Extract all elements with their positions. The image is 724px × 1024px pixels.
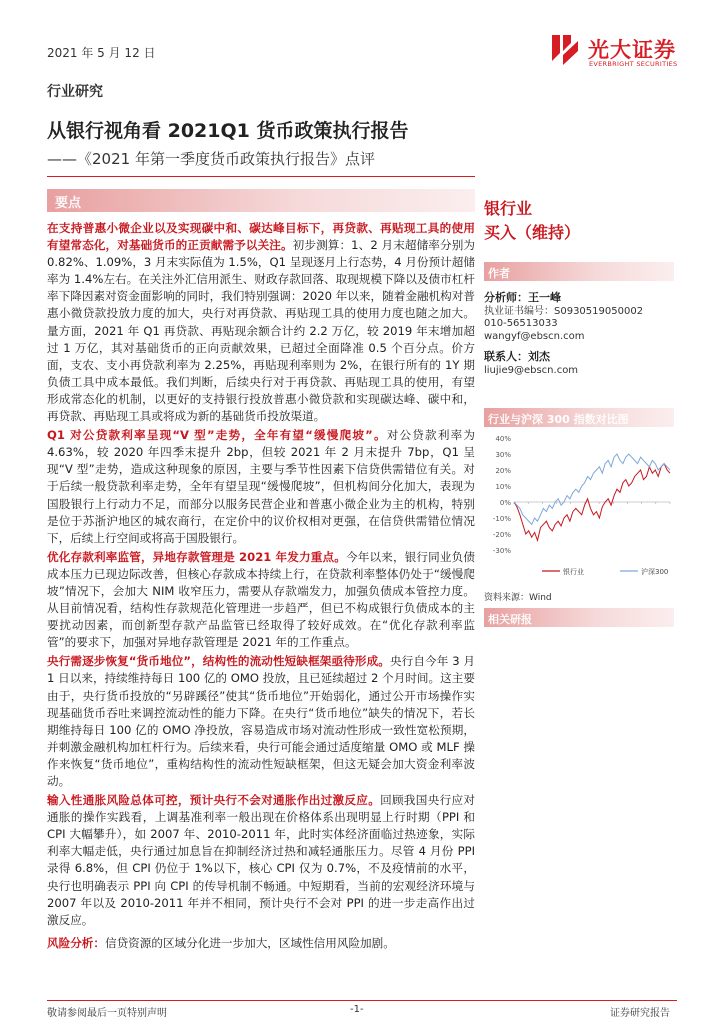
paragraph-5-highlight: 输入性通胀风险总体可控，预计央行不会对通胀作出过激反应。: [47, 793, 381, 808]
industry-name: 银行业: [484, 199, 533, 218]
y-tick-label: 0%: [499, 499, 511, 507]
legend-label: 沪深300: [641, 568, 669, 576]
summary-section-label: 要点: [55, 196, 82, 211]
related-band-label: 相关研报: [488, 613, 532, 626]
paragraph-2-highlight: Q1 对公贷款利率呈现“V 型”走势，全年有望“缓慢爬坡”。: [47, 428, 387, 443]
index-comparison-chart: [484, 432, 674, 584]
title-divider: [47, 176, 475, 177]
paragraph-3-highlight: 优化存款利率监管，异地存款管理是 2021 年发力重点。: [47, 549, 346, 564]
paragraph-4-text: 央行自今年 3 月 1 日以来，持续维持每日 100 亿的 OMO 投放，且已延续超过 2 个月时间。这主要由于，央行货币投放的“另辟蹊径”使其“货币地位”开始弱化，通过公开市场操作实现基础货币吞吐来调控流动性的能力下降。在央行“货币地位”缺失的情况下，若长期维持每日 100 亿的 OMO 净投放，容易造成市场对流动性形成一致性宽松预期，并刺激金融机构加杠杆行为。后续来看，央行可能会通过适度缩量 OMO 或 MLF 操作来恢复“货币地位”，重构结构性的流动性短缺框架，但这无疑会加大资金利率波动。: [47, 654, 476, 788]
y-tick-label: 20%: [495, 467, 511, 475]
paragraph-5: [47, 792, 475, 929]
paragraph-3: [47, 549, 475, 652]
paragraph-2: [47, 427, 475, 547]
page-number: -1-: [350, 1004, 364, 1015]
y-tick-label: 40%: [495, 435, 511, 443]
investment-rating: 买入（维持）: [484, 223, 581, 242]
y-tick-label: 30%: [495, 451, 511, 459]
paragraph-4: [47, 653, 475, 790]
author-band-label: 作者: [488, 267, 510, 280]
footer-report-type: 证券研究报告: [610, 1008, 670, 1019]
analyst-license: 执业证书编号：S0930519050002: [484, 305, 644, 317]
analyst-name: 分析师：王一峰: [484, 291, 561, 304]
summary-section-band: [47, 189, 475, 212]
analyst-phone: 010-56513033: [484, 318, 558, 329]
analyst-email[interactable]: wangyf@ebscn.com: [484, 330, 585, 342]
paragraph-1: [47, 220, 475, 425]
paragraph-2-text: 对公贷款利率为 4.63%，较 2020 年四季末提升 2bp，但较 2021 年 2 月末提升 7bp，Q1 呈现“V 型”走势，造成这种现象的原因，主要与季节性因素下信贷供需错位有关。对于后续一般贷款利率走势，全年有望呈现“缓慢爬坡”，但机构间分化加大，表现为国股银行上行动力不足，而部分以服务民营企业和普惠小微企业为主的机构，特别是位于苏浙沪地区的城农商行，在定价中的议价权相对更强，在信贷供需错位情况下，后续上行空间或将高于国股银行。: [47, 428, 475, 545]
y-tick-label: -30%: [492, 547, 511, 555]
y-tick-label: 10%: [495, 483, 511, 491]
y-tick-label: -10%: [492, 515, 511, 523]
risk-text: 信贷资源的区域分化进一步加大，区域性信用风险加剧。: [104, 935, 395, 950]
footer-disclaimer: 敬请参阅最后一页特别声明: [47, 1008, 167, 1019]
risk-paragraph: [47, 935, 475, 952]
legend-label: 银行业: [563, 568, 584, 576]
report-date: 2021 年 5 月 12 日: [47, 46, 156, 60]
logo-text-cn: 光大证券: [588, 38, 676, 62]
series-line-csi300: [514, 454, 670, 524]
chart-band-label: 行业与沪深 300 指数对比图: [488, 413, 629, 426]
contact-name: 联系人：刘杰: [484, 350, 550, 363]
paragraph-3-text: 今年以来，银行同业负债成本压力已现边际改善，但核心存款成本持续上行，在贷款利率整体仍处于“缓慢爬坡”情况下，会加大 NIM 收窄压力，需要从存款端发力，加强负债成本管控力度。从目前情况看，结构性存款规范化管理进一步趋严，但已不构成银行负债成本的主要扰动因素，而创新型存款产品监管已经取得了较好成效。在“优化存款利率监管”的要求下，加强对异地存款管理是 2021 年的工作重点。: [47, 549, 475, 650]
paragraph-1-highlight: 在支持普惠小微企业以及实现碳中和、碳达峰目标下，再贷款、再贴现工具的使用有望常态化，对基础货币的正贡献需予以关注。: [47, 221, 475, 253]
paragraph-5-text: 回顾我国央行应对通胀的操作实践看，上调基准利率一般出现在价格体系出现明显上行时期（PPI 和 CPI 大幅攀升），如 2007 年、2010-2011 年，此时实体经济面临过热迹象，实际利率大幅走低，央行通过加息旨在抑制经济过热和减轻通胀压力。尽管 4 月份 PPI 录得 6.8%，但 CPI 仍位于 1%以下，核心 CPI 仅为 0.7%，不及疫情前的水平，央行也明确表示 PPI 向 CPI 的传导机制不畅通。中短期看，当前的宏观经济环境与 2007 年以及 2010-2011 年并不相同，预计央行不会对 PPI 的进一步走高作出过激反应。: [47, 793, 475, 927]
report-subtitle: ——《2021 年第一季度货币政策执行报告》点评: [47, 150, 375, 168]
everbright-logo-icon: [548, 33, 582, 69]
report-category: 行业研究: [47, 84, 103, 100]
paragraph-4-highlight: 央行需逐步恢复“货币地位”，结构性的流动性短缺框架亟待形成。: [47, 654, 390, 669]
contact-email[interactable]: liujie9@ebscn.com: [484, 364, 579, 376]
paragraph-1-text: 初步测算：1、2 月末超储率分别为 0.82%、1.09%，3 月末实际值为 1.5%，Q1 呈现逐月上行态势，4 月份预计超储率为 1.4%左右。在关注外汇信用派生、财政存款回落、取现规模下降以及债市杠杆率下降因素对资金面影响的同时，我们特别强调：2020 年以来，随着金融机构对普惠小微贷款投放力度的加大，央行对再贷款、再贴现工具的使用力度也随之加大。量方面，2021 年 Q1 再贷款、再贴现余额合计约 2.2 万亿，较 2019 年末增加超过 1 万亿，其对基础货币的正向贡献效果，已超过全面降准 0.5 个百分点。价方面，支农、支小再贷款利率为 2.25%，再贴现利率则为 2%，在银行所有的 1Y 期负债工具中成本最低。我们判断，后续央行对于再贷款、再贴现工具的使用，有望形成常态化的机制，以更好的支持银行投放普惠小微贷款和实现碳达峰、碳中和，再贷款、再贴现工具或将成为新的基础货币投放渠道。: [47, 238, 475, 424]
author-band: [484, 262, 674, 281]
footer-divider: [47, 1000, 677, 1001]
summary-body: [47, 220, 475, 954]
company-logo: [548, 33, 688, 73]
analyst-info: [484, 292, 643, 377]
chart-svg: [484, 432, 674, 584]
report-title: 从银行视角看 2021Q1 货币政策执行报告: [47, 120, 409, 142]
logo-text-en: EVERBRIGHT SECURITIES: [589, 60, 678, 68]
chart-source: 资料来源：Wind: [484, 593, 552, 603]
y-tick-label: -20%: [492, 531, 511, 539]
risk-label: 风险分析：: [47, 935, 105, 950]
